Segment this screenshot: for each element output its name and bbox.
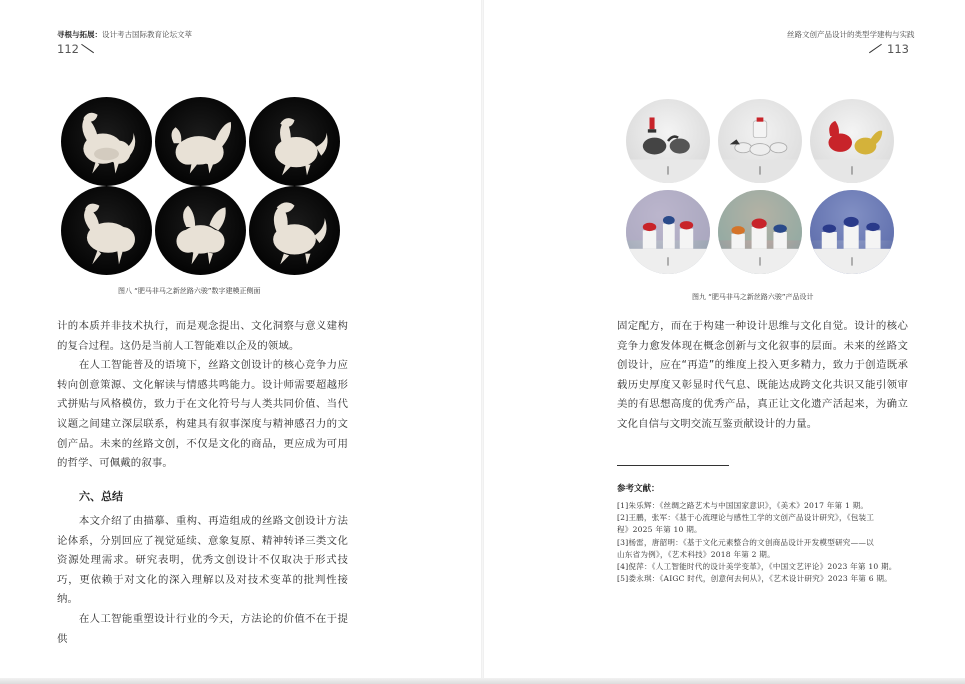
figure8-image-grid — [61, 97, 340, 275]
right-body — [617, 317, 908, 435]
left-body-top — [57, 317, 348, 474]
paragraph: 在人工智能重塑设计行业的今天，方法论的价值不在于提供 — [57, 612, 348, 645]
reference-line: [5]娄永琪：《AIGC 时代，创意何去何从》，《艺术设计研究》2023 年第 6 期。 — [617, 574, 892, 584]
figure9-caption: 图九 “肥马非马之新丝路六骏”产品设计 — [692, 293, 814, 301]
horse-model-icon — [249, 186, 340, 275]
running-header-left — [57, 29, 192, 40]
left-body-bottom — [57, 512, 348, 649]
references-divider — [617, 465, 729, 466]
reference-line: [3]杨雷，唐韶明：《基于文化元素整合的文创商品设计开发模型研究——以 — [617, 537, 874, 547]
colorful-horse-set-icon — [718, 190, 802, 274]
horse-model-icon — [249, 97, 340, 186]
paragraph: 计的本质并非技术执行，而是观念提出、文化洞察与意义建构的复合过程。这仍是当前人工智能难以企及的领域。 — [57, 320, 348, 352]
reference-line: 程》2025 年第 10 期。 — [617, 525, 702, 535]
page-number-left: 112 — [57, 42, 79, 56]
reference-line: [4]倪萍：《人工智能时代的设计美学变革》，《中国文艺评论》2023 年第 10 期。 — [617, 562, 897, 572]
figure9-image-grid — [626, 99, 894, 274]
header-bold: 寻根与拓展： — [57, 30, 102, 39]
figure8-caption: 图八 “肥马非马之新丝路六骏”数字建模正侧面 — [118, 287, 261, 295]
right-page — [484, 0, 965, 684]
section-title: 六、总结 — [79, 490, 123, 503]
running-header-right: 丝路文创产品设计的类型学建构与实践 — [787, 30, 915, 39]
horse-model-icon — [155, 186, 246, 275]
slash-ornament-icon — [81, 44, 94, 54]
white-horse-set-icon — [718, 99, 802, 183]
reference-line: [2]王鹏，张军：《基于心流理论与感性工学的文创产品设计研究》，《包装工 — [617, 513, 875, 523]
blue-pattern-horse-icon — [810, 190, 894, 274]
references-title: 参考文献： — [617, 484, 660, 494]
silver-horse-set-icon — [626, 99, 710, 183]
paragraph: 本文介绍了由描摹、重构、再造组成的丝路文创设计方法论体系，分别回应了视觉延续、意象复原、精神转译三类文化资源处理需求。研究表明，优秀文创设计不仅取决于形式技巧，更依赖于对文化的深入理解以及对技术变革的批判性接纳。 — [57, 515, 348, 606]
slash-ornament-icon — [869, 44, 882, 54]
reference-line: 山东省为例》，《艺术科技》2018 年第 2 期。 — [617, 549, 775, 559]
header-text: 设计考古国际教育论坛文萃 — [102, 30, 192, 39]
horse-model-icon — [61, 186, 152, 275]
horse-model-icon — [155, 97, 246, 186]
blue-white-porcelain-horse-icon — [626, 190, 710, 274]
reference-line: [1]朱乐辉：《丝绸之路艺术与中国国家意识》，《美术》2017 年第 1 期。 — [617, 501, 869, 510]
red-gold-horse-icon — [810, 99, 894, 183]
page-bottom-edge — [0, 678, 965, 684]
horse-model-icon — [61, 97, 152, 186]
left-page — [0, 0, 481, 684]
paragraph: 固定配方，而在于构建一种设计思维与文化自觉。设计的核心竞争力愈发体现在概念创新与文化叙事的层面。未来的丝路文创设计，应在“再造”的维度上投入更多精力，致力于创造既承载历史厚度又彰显时代气息、既能达成跨文化共识又能引领审美的有思想高度的优秀产品，真正让文化遗产活起来，为确立文化自信与文明交流互鉴贡献设计的力量。 — [617, 320, 908, 430]
paragraph: 在人工智能普及的语境下，丝路文创设计的核心竞争力应转向创意策源、文化解读与情感共鸣能力。设计师需要超越形式拼贴与风格模仿，致力于在文化符号与人类共同价值、当代议题之间建立深层联系，构建具有叙事深度与精神感召力的文创产品。未来的丝路文创，不仅是文化的商品，更应成为可用的哲学、可佩戴的叙事。 — [57, 359, 348, 470]
page-number-right: 113 — [887, 42, 909, 56]
references-list — [617, 500, 897, 585]
